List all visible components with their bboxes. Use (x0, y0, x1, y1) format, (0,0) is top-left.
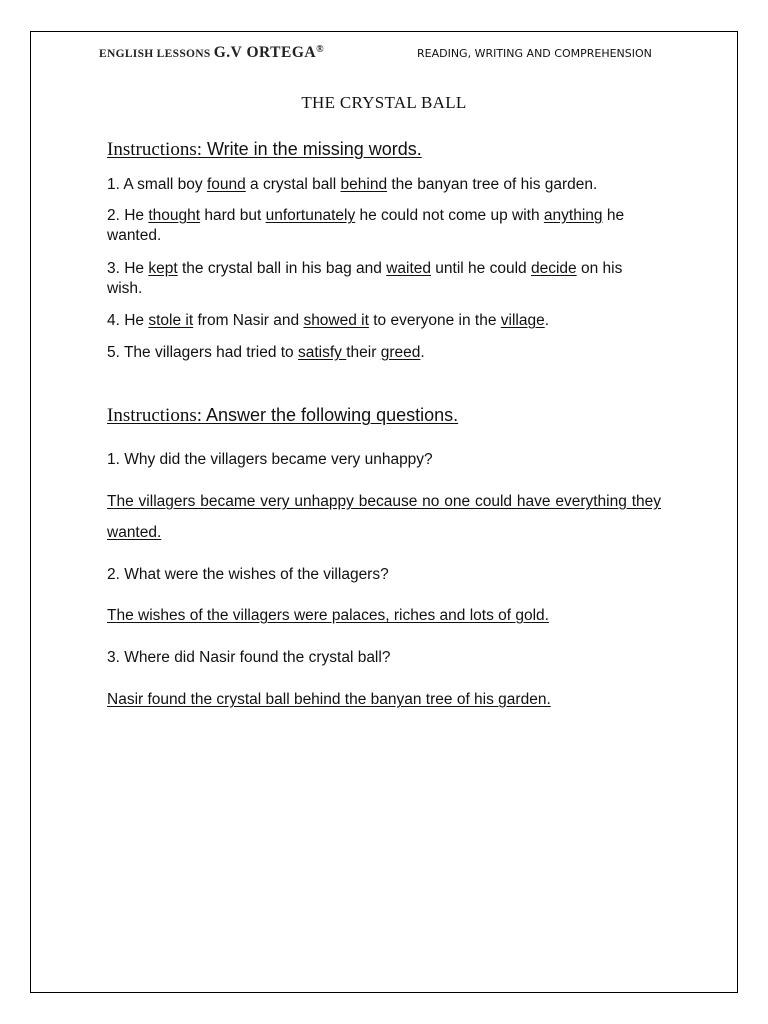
instructions-label: Instructions: (107, 405, 202, 426)
item-text: a crystal ball (245, 176, 341, 193)
answer-word: waited (386, 260, 431, 277)
fill-item-5 (107, 343, 661, 363)
header-subject: READING, WRITING AND COMPREHENSION (417, 47, 652, 60)
answer-word: satisfy (298, 344, 347, 361)
question-1: 1. Why did the villagers became very unhappy? (107, 451, 433, 468)
answer-word: stole it (148, 312, 194, 329)
fill-item-2 (107, 206, 661, 246)
answer-word: found (206, 176, 246, 193)
instructions-fill-in (107, 139, 422, 161)
answer-word: kept (148, 260, 178, 277)
fill-item-3 (107, 259, 661, 299)
item-text: . (420, 344, 425, 361)
answer-1: The villagers became very unhappy because no one could have everything they wanted. (107, 493, 661, 541)
answer-word: village (500, 312, 545, 329)
item-text: the crystal ball in his bag and (177, 260, 387, 277)
item-text: 5. The villagers had tried to (107, 344, 298, 361)
item-text: 3. He (107, 260, 149, 277)
answer-word: thought (148, 207, 201, 224)
item-text: on his wish. (107, 260, 623, 297)
item-text: from Nasir and (193, 312, 304, 329)
item-text: to everyone in the (368, 312, 501, 329)
question-2: 2. What were the wishes of the villagers? (107, 566, 389, 583)
fill-item-1 (107, 175, 661, 195)
item-text: he could not come up with (355, 207, 544, 224)
item-text: 2. He (107, 207, 149, 224)
instructions-label: Instructions: (107, 139, 202, 160)
header-brand-small: ENGLISH LESSONS (99, 48, 214, 60)
registered-mark: ® (316, 44, 324, 56)
answer-2: The wishes of the villagers were palaces, riches and lots of gold. (107, 607, 549, 624)
instructions-questions (107, 405, 458, 427)
item-text: 4. He (107, 312, 149, 329)
answer-word: greed (380, 344, 421, 361)
header-brand-name: G.V ORTEGA (213, 44, 317, 61)
header-brand (99, 44, 324, 62)
item-text: their (346, 344, 381, 361)
answer-word: showed it (303, 312, 369, 329)
instructions-text: Write in the missing words. (202, 139, 422, 159)
item-text: hard but (200, 207, 266, 224)
item-text: he wanted. (107, 207, 625, 244)
answer-word: behind (340, 176, 388, 193)
answer-word: anything (543, 207, 603, 224)
item-text: 1. A small boy (107, 176, 207, 193)
item-text: . (544, 312, 550, 329)
answer-word: decide (530, 260, 577, 277)
answer-word: unfortunately (265, 207, 356, 224)
instructions-text: Answer the following questions. (202, 405, 459, 425)
page-title: THE CRYSTAL BALL (301, 93, 467, 112)
item-text: until he could (431, 260, 531, 277)
item-text: the banyan tree of his garden. (387, 176, 598, 193)
question-3: 3. Where did Nasir found the crystal ball? (107, 649, 391, 666)
answer-3: Nasir found the crystal ball behind the banyan tree of his garden. (107, 691, 551, 708)
fill-item-4 (107, 311, 661, 331)
